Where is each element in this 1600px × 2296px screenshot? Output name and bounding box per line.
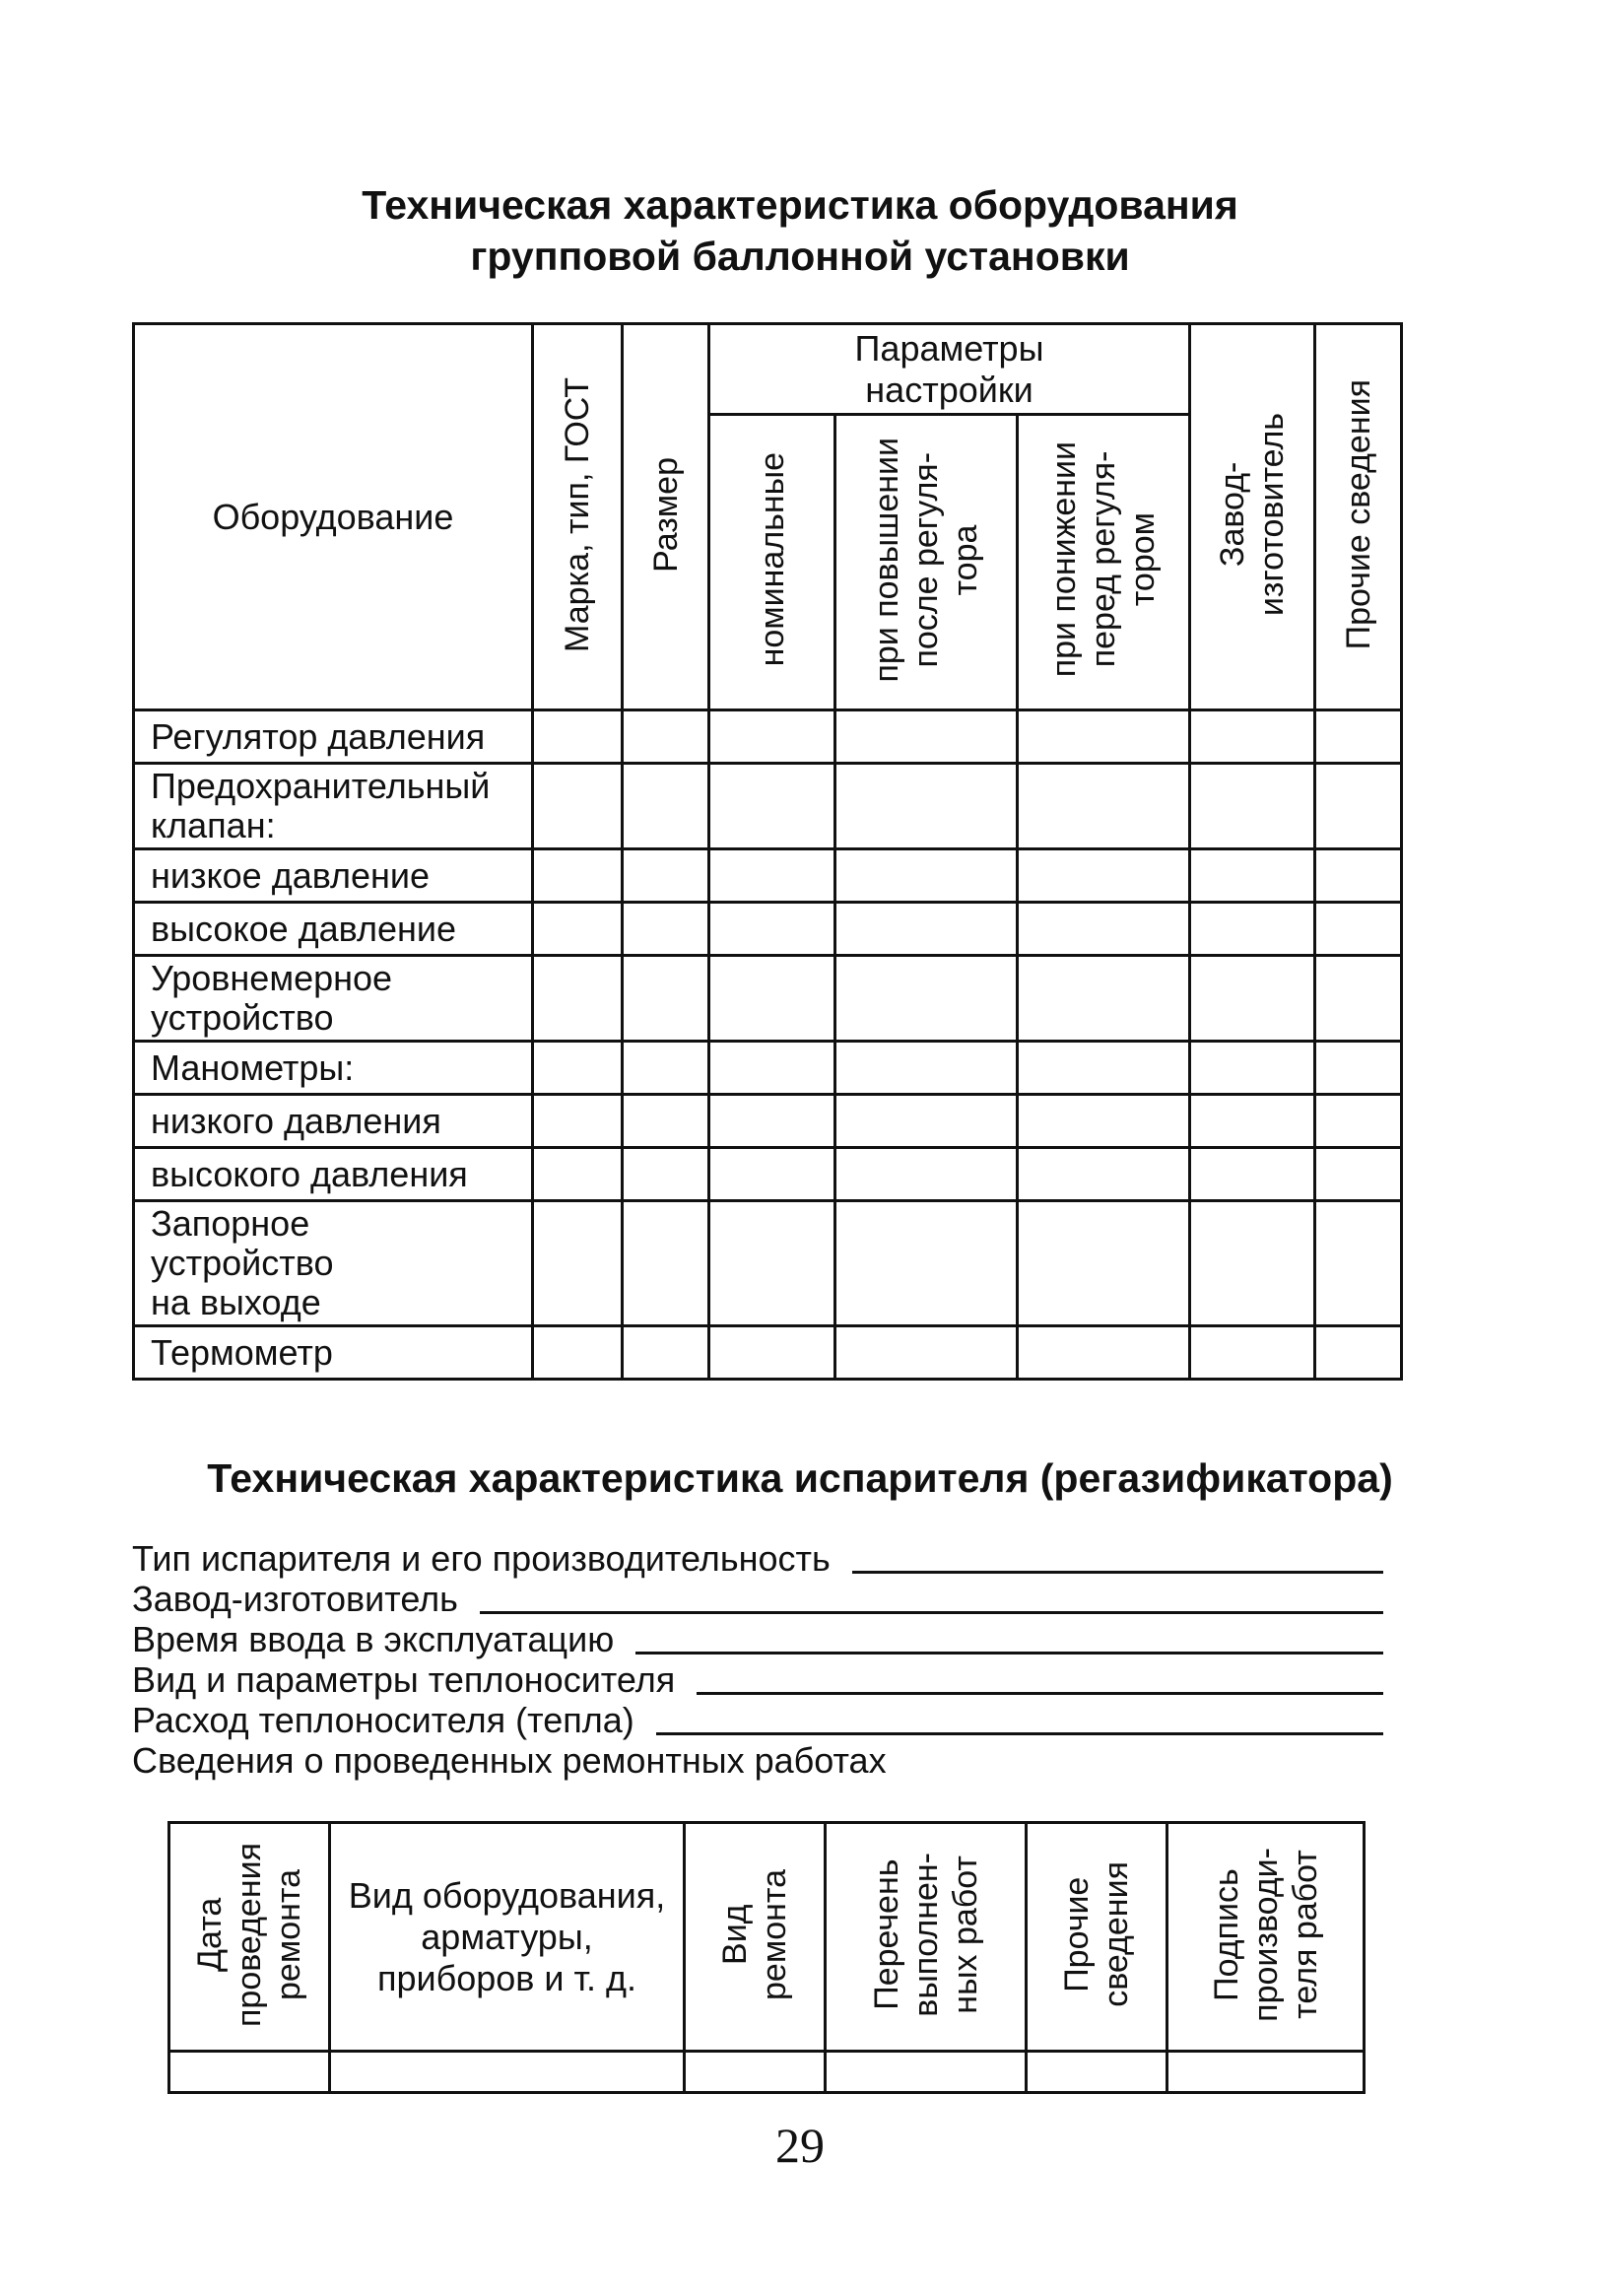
field-heat-consumption-line[interactable] xyxy=(656,1732,1383,1735)
table-cell[interactable] xyxy=(709,1095,835,1148)
repair-cell[interactable] xyxy=(330,2052,685,2093)
table-cell[interactable] xyxy=(709,849,835,903)
table-cell[interactable] xyxy=(1315,1042,1402,1095)
table-cell[interactable] xyxy=(1018,1095,1190,1148)
header-other-info-2: Прочие сведения xyxy=(1027,1823,1167,2052)
table-row xyxy=(134,1201,1402,1326)
table-cell[interactable] xyxy=(835,1201,1018,1326)
table-cell[interactable] xyxy=(533,903,623,956)
repair-cell[interactable] xyxy=(1027,2052,1167,2093)
table-cell[interactable] xyxy=(533,1326,623,1380)
table-cell[interactable] xyxy=(1315,903,1402,956)
repair-cell[interactable] xyxy=(1167,2052,1365,2093)
table-cell[interactable] xyxy=(533,1095,623,1148)
table-row xyxy=(134,849,1402,903)
table-cell[interactable] xyxy=(623,849,709,903)
table-cell[interactable] xyxy=(623,956,709,1042)
table-row xyxy=(134,1148,1402,1201)
table-cell[interactable] xyxy=(1315,1095,1402,1148)
table-cell[interactable] xyxy=(835,849,1018,903)
repair-works-table xyxy=(167,1821,1366,2094)
row-label: Запорное устройство на выходе xyxy=(134,1201,533,1326)
table-cell[interactable] xyxy=(1018,956,1190,1042)
table-cell[interactable] xyxy=(835,903,1018,956)
equipment-spec-title xyxy=(0,179,1600,282)
table-cell[interactable] xyxy=(709,764,835,849)
table-cell[interactable] xyxy=(1190,710,1315,764)
header-nominal: номинальные xyxy=(709,415,835,710)
table-cell[interactable] xyxy=(1190,1201,1315,1326)
row-label: Предохранительный клапан: xyxy=(134,764,533,849)
table-cell[interactable] xyxy=(623,1148,709,1201)
header-works-list: Перечень выполнен- ных работ xyxy=(826,1823,1027,2052)
header-repair-date: Дата проведения ремонта xyxy=(169,1823,330,2052)
field-commissioning-date-line[interactable] xyxy=(635,1652,1383,1654)
field-manufacturer-line[interactable] xyxy=(480,1611,1383,1614)
field-heat-consumption: Расход теплоносителя (тепла) xyxy=(132,1700,1383,1741)
table-cell[interactable] xyxy=(533,1042,623,1095)
table-cell[interactable] xyxy=(1190,1095,1315,1148)
row-label: Уровнемерное устройство xyxy=(134,956,533,1042)
table-cell[interactable] xyxy=(1190,764,1315,849)
table-cell[interactable] xyxy=(835,764,1018,849)
field-commissioning-date: Время ввода в эксплуатацию xyxy=(132,1619,1383,1660)
field-heat-carrier-line[interactable] xyxy=(697,1692,1383,1695)
table-cell[interactable] xyxy=(835,956,1018,1042)
table-cell[interactable] xyxy=(709,1326,835,1380)
row-label: Манометры: xyxy=(134,1042,533,1095)
row-label: низкое давление xyxy=(134,849,533,903)
table-row xyxy=(134,710,1402,764)
row-label: Термометр xyxy=(134,1326,533,1380)
table-cell[interactable] xyxy=(623,1095,709,1148)
field-evaporator-type-line[interactable] xyxy=(852,1571,1383,1574)
table-cell[interactable] xyxy=(533,1201,623,1326)
header-size: Размер xyxy=(623,324,709,710)
table-cell[interactable] xyxy=(533,849,623,903)
repair-cell[interactable] xyxy=(685,2052,826,2093)
header-settings-params: Параметры настройки xyxy=(709,324,1190,415)
field-manufacturer: Завод-изготовитель xyxy=(132,1579,1383,1620)
repair-table-row xyxy=(169,2052,1365,2093)
table-cell[interactable] xyxy=(1018,1326,1190,1380)
table-cell[interactable] xyxy=(1018,764,1190,849)
table-cell[interactable] xyxy=(835,1095,1018,1148)
table-cell[interactable] xyxy=(1190,956,1315,1042)
table-cell[interactable] xyxy=(1190,1148,1315,1201)
table-cell[interactable] xyxy=(623,764,709,849)
table-cell[interactable] xyxy=(1190,1042,1315,1095)
table-cell[interactable] xyxy=(1315,1326,1402,1380)
header-decrease: при понижении перед регуля- тором xyxy=(1018,415,1190,710)
table-row xyxy=(134,956,1402,1042)
header-repair-type: Вид ремонта xyxy=(685,1823,826,2052)
table-cell[interactable] xyxy=(533,764,623,849)
table-cell[interactable] xyxy=(623,710,709,764)
table-cell[interactable] xyxy=(1315,710,1402,764)
header-other-info: Прочие сведения xyxy=(1315,324,1402,710)
table-cell[interactable] xyxy=(709,710,835,764)
equipment-table-body xyxy=(134,710,1402,1380)
table-cell[interactable] xyxy=(623,1326,709,1380)
row-label: Регулятор давления xyxy=(134,710,533,764)
table-row xyxy=(134,903,1402,956)
repair-cell[interactable] xyxy=(826,2052,1027,2093)
table-row xyxy=(134,1042,1402,1095)
table-cell[interactable] xyxy=(1315,849,1402,903)
equipment-spec-title-line2: групповой баллонной установки xyxy=(470,234,1130,279)
table-row xyxy=(134,1326,1402,1380)
table-cell[interactable] xyxy=(1018,903,1190,956)
header-manufacturer: Завод- изготовитель xyxy=(1190,324,1315,710)
row-label: высокого давления xyxy=(134,1148,533,1201)
table-cell[interactable] xyxy=(1190,903,1315,956)
table-row xyxy=(134,764,1402,849)
header-equipment: Оборудование xyxy=(134,324,533,710)
equipment-spec-table xyxy=(132,322,1403,1381)
table-cell[interactable] xyxy=(709,1042,835,1095)
table-cell[interactable] xyxy=(1315,764,1402,849)
table-cell[interactable] xyxy=(623,903,709,956)
table-cell[interactable] xyxy=(1018,710,1190,764)
table-cell[interactable] xyxy=(835,710,1018,764)
table-cell[interactable] xyxy=(709,1201,835,1326)
page-number: 29 xyxy=(775,2118,825,2173)
header-increase: при повышении после регуля- тора xyxy=(835,415,1018,710)
row-label: высокое давление xyxy=(134,903,533,956)
repair-cell[interactable] xyxy=(169,2052,330,2093)
table-cell[interactable] xyxy=(1018,849,1190,903)
table-cell[interactable] xyxy=(623,1042,709,1095)
table-cell[interactable] xyxy=(1315,1148,1402,1201)
table-cell[interactable] xyxy=(709,1148,835,1201)
table-cell[interactable] xyxy=(623,1201,709,1326)
field-heat-carrier: Вид и параметры теплоносителя xyxy=(132,1659,1383,1701)
table-row xyxy=(134,1095,1402,1148)
row-label: низкого давления xyxy=(134,1095,533,1148)
table-cell[interactable] xyxy=(533,710,623,764)
table-cell[interactable] xyxy=(533,1148,623,1201)
evaporator-spec-title: Техническая характеристика испарителя (регазификатора) xyxy=(207,1455,1393,1501)
table-cell[interactable] xyxy=(1190,1326,1315,1380)
table-cell[interactable] xyxy=(1018,1148,1190,1201)
field-evaporator-type: Тип испарителя и его производительность xyxy=(132,1538,1383,1580)
table-cell[interactable] xyxy=(1315,1201,1402,1326)
table-cell[interactable] xyxy=(709,903,835,956)
table-cell[interactable] xyxy=(835,1042,1018,1095)
header-equipment-type: Вид оборудования, арматуры, приборов и т. д. xyxy=(330,1823,685,2052)
table-cell[interactable] xyxy=(709,956,835,1042)
table-cell[interactable] xyxy=(1315,956,1402,1042)
table-cell[interactable] xyxy=(835,1326,1018,1380)
table-cell[interactable] xyxy=(835,1148,1018,1201)
field-repair-info: Сведения о проведенных ремонтных работах xyxy=(132,1740,887,1781)
equipment-spec-title-line1: Техническая характеристика оборудования xyxy=(362,182,1238,228)
header-signature: Подпись производи- теля работ xyxy=(1167,1823,1365,2052)
table-cell[interactable] xyxy=(1190,849,1315,903)
header-brand: Марка, тип, ГОСТ xyxy=(533,324,623,710)
table-cell[interactable] xyxy=(1018,1201,1190,1326)
table-cell[interactable] xyxy=(1018,1042,1190,1095)
table-cell[interactable] xyxy=(533,956,623,1042)
